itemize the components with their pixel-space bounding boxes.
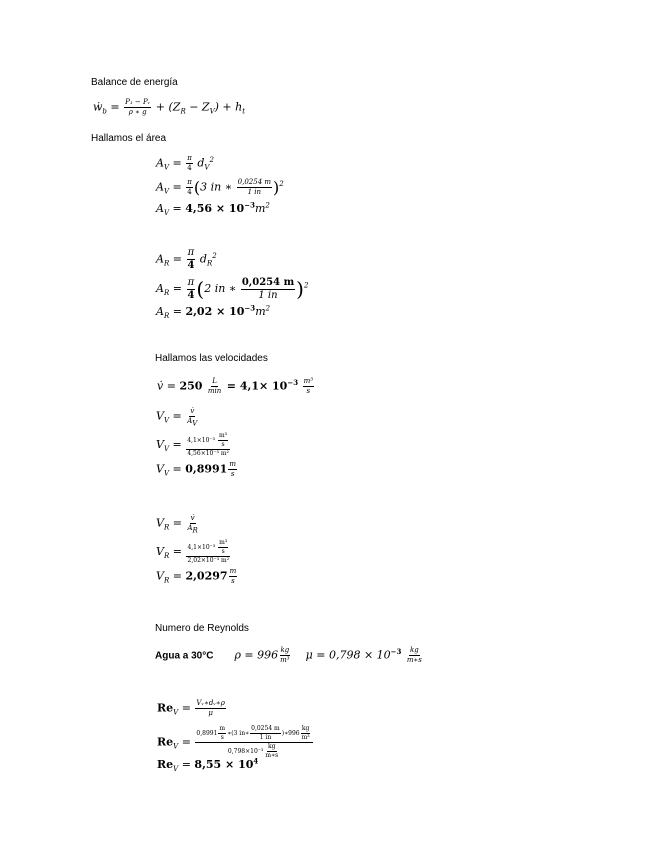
equation-vr-formula: $V_R$ = $\frac{v̇}{A_R}$ [156, 514, 198, 535]
equation-energy-balance: ẇ$_b$ = $\frac{\text{P₁ − Pᵥ}}{\rho ∗ g}$ + $(Z_R - Z_V) + h_t$ [93, 98, 246, 116]
equation-re-result: $Re_V = 8,55 \times 10^4$ [157, 756, 259, 774]
equation-vr-result: $V_R = 2,0297$ $\frac{m}{s}$ [156, 567, 237, 585]
equation-av-result: $A_V = 4,56 \times 10^{-3}m^2$ [156, 200, 270, 218]
equation-av-formula: $A_V$ = $\frac{\pi}{4}$ $d_V^2$ [156, 154, 214, 172]
equation-ar-result: $A_R = 2,02 \times 10^{-3}m^2$ [156, 303, 271, 321]
heading-velocidades: Hallamos las velocidades [155, 353, 268, 364]
equation-vr-substitution: $V_R$ = 4,1×10⁻³ $\frac{\text{m³}}{s}$ 2,02×10⁻³ m² [156, 539, 230, 564]
equation-re-substitution: $Re_V$ = 0,8991 $\frac{m}{s}$ ∗(3 in∗ $\frac{0,0254 m}{1 in}$ )∗996 $\frac{kg}{\text{m³}}$ 0,798×10⁻³ $\frac{kg}{m∗s}$ [157, 726, 314, 759]
heading-reynolds: Numero de Reynolds [155, 623, 249, 634]
equation-water-properties: Agua a 30°C ρ = 996 $\frac{kg}{\text{m³}}$ $\mu = 0,798 \times 10^{-3}$ $\frac{kg}{m∗s}$ [155, 646, 422, 664]
equation-re-formula: $Re_V$ = $\frac{\text{Vᵥ∗dᵥ∗ρ}}{\mu}$ [157, 699, 225, 717]
equation-ar-formula: $A_R$ = $\frac{\pi}{4}$ $d_R^2$ [156, 247, 217, 271]
heading-area: Hallamos el área [91, 133, 167, 144]
equation-vv-result: $V_V = 0,8991$ $\frac{m}{s}$ [156, 460, 236, 478]
equation-vv-substitution: $V_V$ = 4,1×10⁻³ $\frac{\text{m³}}{s}$ 4,56×10⁻³ m² [156, 432, 229, 457]
equation-flow-rate: v̇ = 250 $\frac{L}{\min}$ = $4,1\times 10^{-3}$ $\frac{\text{m³}}{s}$ [157, 377, 314, 395]
equation-ar-substitution: $A_R$ = $\frac{\pi}{4}$ (2 in ∗ $\frac{0,0254 m}{1 in}$ )$^2$ [156, 276, 309, 301]
heading-balance: Balance de energía [91, 77, 178, 88]
equation-av-substitution: $A_V$ = $\frac{\pi}{4}$ (3 in ∗ $\frac{0,0254 m}{1 in}$ )$^2$ [156, 178, 284, 197]
equation-vv-formula: $V_V$ = $\frac{v̇}{A_V}$ [156, 407, 198, 428]
